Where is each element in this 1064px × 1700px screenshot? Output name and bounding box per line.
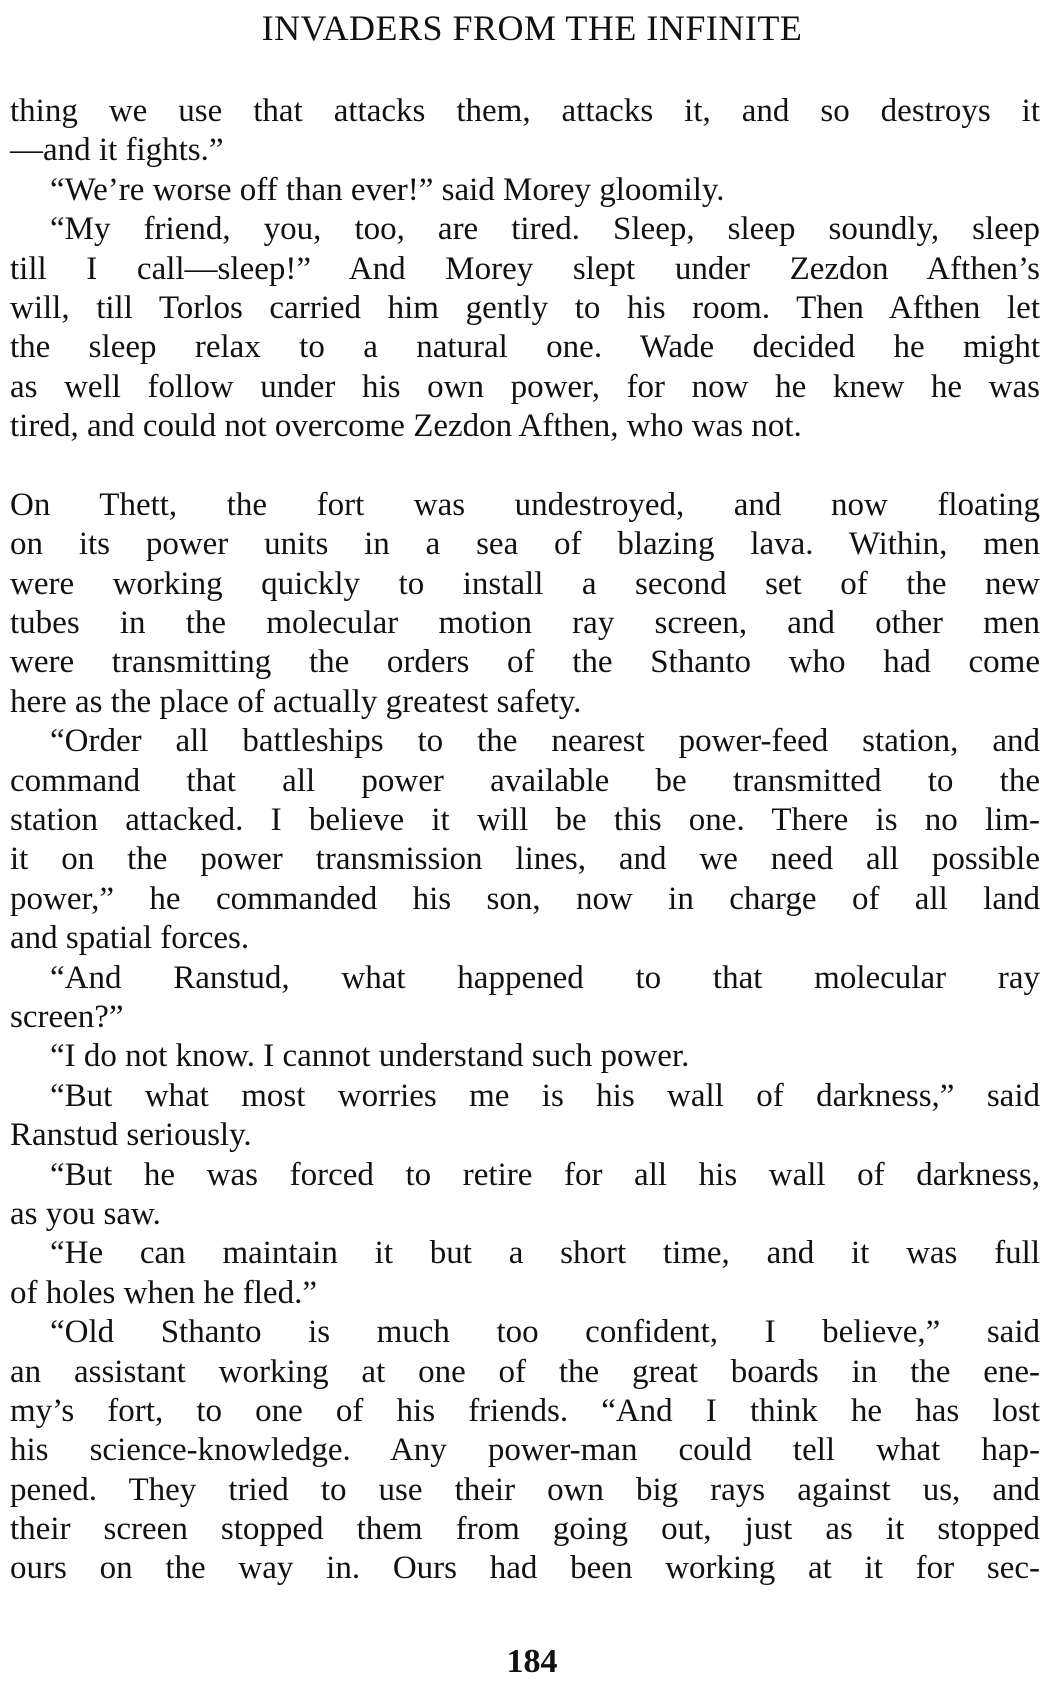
text-line: were working quickly to install a second set of the new — [10, 565, 1040, 602]
text-line: “But what most worries me is his wall of darkness,” said — [50, 1077, 1040, 1114]
text-line: On Thett, the fort was undestroyed, and now floating — [10, 486, 1040, 523]
text-line: on its power units in a sea of blazing lava. Within, men — [10, 526, 1040, 563]
section-break — [10, 447, 1040, 486]
body-text — [10, 92, 1040, 1589]
text-line: as well follow under his own power, for now he knew he was — [10, 368, 1040, 405]
text-line: here as the place of actually greatest safety. — [10, 683, 582, 720]
text-line: “He can maintain it but a short time, and it was full — [50, 1235, 1040, 1272]
text-line: will, till Torlos carried him gently to his room. Then Afthen let — [10, 289, 1040, 326]
text-line: his science-knowledge. Any power-man could tell what hap- — [10, 1432, 1040, 1469]
text-line: “I do not know. I cannot understand such power. — [50, 1038, 690, 1075]
text-line: an assistant working at one of the great boards in the ene- — [10, 1353, 1040, 1390]
text-line: it on the power transmission lines, and we need all possible — [10, 841, 1040, 878]
text-line: command that all power available be transmitted to the — [10, 762, 1040, 799]
text-line: “And Ranstud, what happened to that molecular ray — [50, 959, 1040, 996]
text-line: “Order all battleships to the nearest power-feed station, and — [50, 723, 1040, 760]
text-line: power,” he commanded his son, now in charge of all land — [10, 880, 1040, 917]
text-line: were transmitting the orders of the Sthanto who had come — [10, 644, 1040, 681]
text-line: tired, and could not overcome Zezdon Afthen, who was not. — [10, 408, 802, 445]
text-line: of holes when he fled.” — [10, 1274, 317, 1311]
text-line: ours on the way in. Ours had been working at it for sec- — [10, 1550, 1040, 1587]
text-line: till I call—sleep!” And Morey slept under Zezdon Afthen’s — [10, 250, 1040, 287]
text-line: “Old Sthanto is much too confident, I believe,” said — [50, 1314, 1040, 1351]
text-line: the sleep relax to a natural one. Wade decided he might — [10, 329, 1040, 366]
text-line: my’s fort, to one of his friends. “And I think he has lost — [10, 1392, 1040, 1429]
running-head: INVADERS FROM THE INFINITE — [261, 8, 803, 48]
text-line: “But he was forced to retire for all his wall of darkness, — [50, 1156, 1040, 1193]
text-line: and spatial forces. — [10, 920, 250, 957]
text-line: their screen stopped them from going out, just as it stopped — [10, 1511, 1040, 1548]
text-line: station attacked. I believe it will be this one. There is no lim- — [10, 802, 1040, 839]
text-line: Ranstud seriously. — [10, 1117, 252, 1154]
text-line: screen?” — [10, 998, 124, 1035]
page-number: 184 — [506, 1643, 558, 1680]
text-line: tubes in the molecular motion ray screen, and other men — [10, 605, 1040, 642]
text-line: as you saw. — [10, 1195, 161, 1232]
text-line: “My friend, you, too, are tired. Sleep, sleep soundly, sleep — [50, 211, 1040, 248]
text-line: —and it fights.” — [10, 132, 224, 169]
text-line: thing we use that attacks them, attacks it, and so destroys it — [10, 93, 1040, 129]
text-line: pened. They tried to use their own big rays against us, and — [10, 1471, 1040, 1508]
text-line: “We’re worse off than ever!” said Morey gloomily. — [50, 171, 725, 208]
